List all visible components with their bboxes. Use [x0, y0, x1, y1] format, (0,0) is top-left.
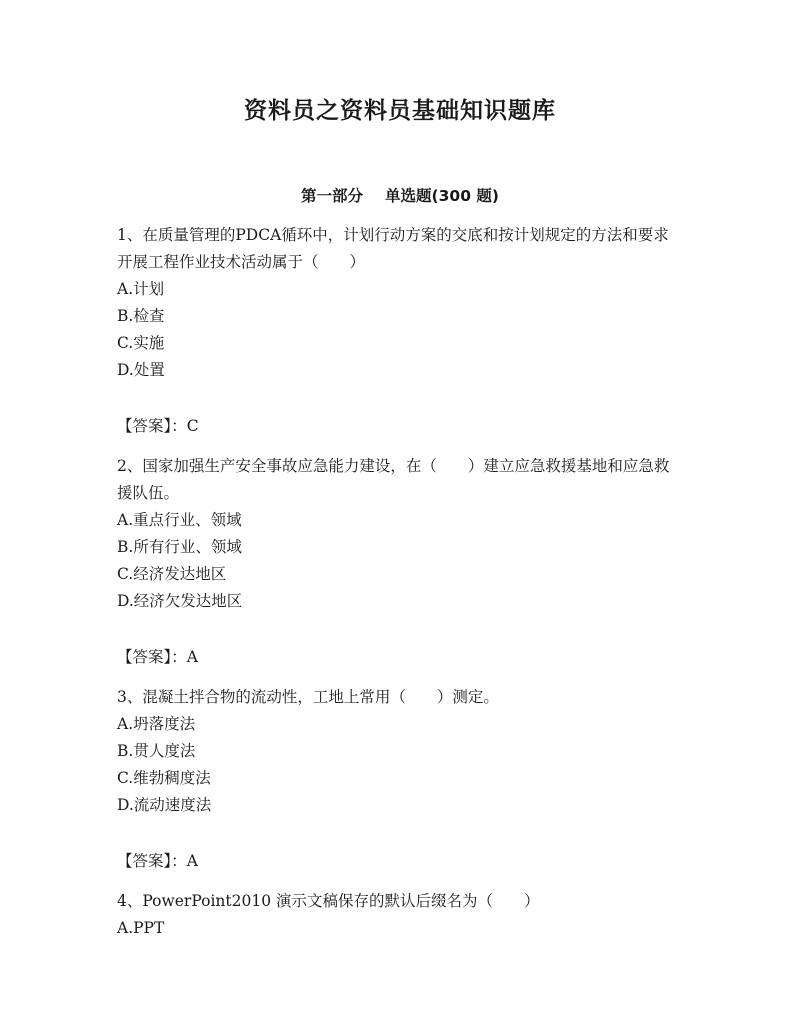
question-3 — [117, 684, 677, 819]
option-d: D.经济欠发达地区 — [117, 592, 243, 610]
option-c: C.实施 — [117, 334, 165, 352]
answer-3: 【答案】：A — [117, 852, 198, 870]
option-a: A.重点行业、领域 — [117, 511, 242, 529]
option-c: C.经济发达地区 — [117, 565, 227, 583]
option-d: D.处置 — [117, 361, 165, 379]
section-name-label: 单选题(300 题) — [385, 187, 499, 205]
question-stem: 3、混凝土拌合物的流动性，工地上常用（ ）测定。 — [117, 688, 499, 706]
option-a: A.PPT — [117, 919, 165, 937]
question-1 — [117, 222, 677, 384]
answer-2: 【答案】：A — [117, 648, 198, 666]
option-b: B.贯人度法 — [117, 742, 196, 760]
option-b: B.检查 — [117, 307, 165, 325]
option-d: D.流动速度法 — [117, 796, 212, 814]
question-stem: 1、在质量管理的PDCA循环中，计划行动方案的交底和按计划规定的方法和要求开展工程作业技术活动属于（ ） — [117, 226, 669, 271]
option-c: C.维勃稠度法 — [117, 769, 211, 787]
question-2 — [117, 453, 677, 615]
question-4 — [117, 888, 677, 942]
answer-1: 【答案】：C — [117, 417, 199, 435]
question-stem: 4、PowerPoint2010 演示文稿保存的默认后缀名为（ ） — [117, 892, 540, 910]
option-a: A.坍落度法 — [117, 715, 196, 733]
question-stem: 2、国家加强生产安全事故应急能力建设，在（ ）建立应急救援基地和应急救援队伍。 — [117, 457, 670, 502]
option-a: A.计划 — [117, 280, 165, 298]
section-heading — [0, 184, 800, 206]
document-title: 资料员之资料员基础知识题库 — [244, 98, 556, 124]
section-part-label: 第一部分 — [301, 187, 364, 205]
option-b: B.所有行业、领域 — [117, 538, 242, 556]
